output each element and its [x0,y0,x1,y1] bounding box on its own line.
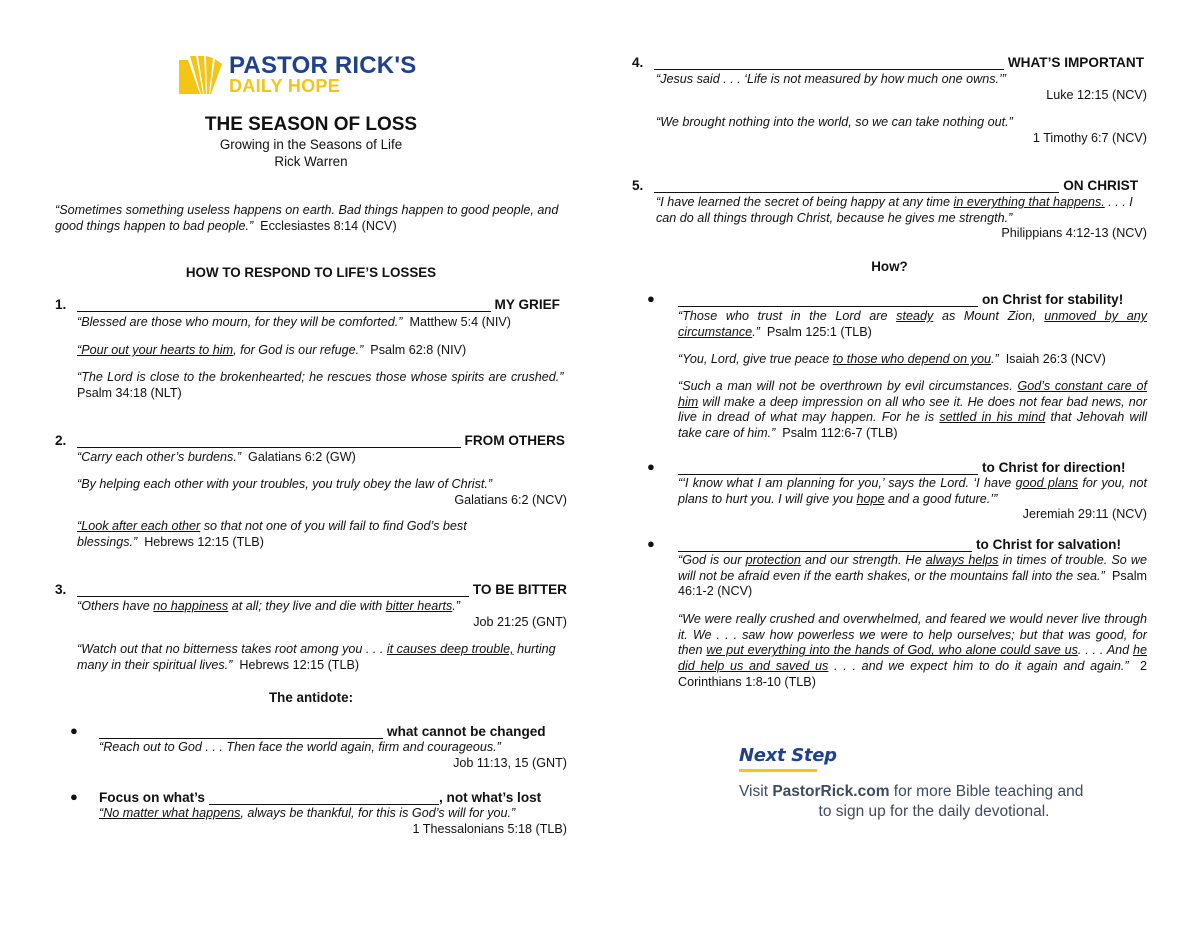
quote-underlined: no happiness [153,599,229,613]
bullet-icon: ● [647,536,655,551]
quote-text: “Jesus said . . . ‘Life is not measured by how much one owns.’” [656,72,1006,86]
section-heading: HOW TO RESPOND TO LIFE’S LOSSES [185,265,437,280]
antidote-1-quote [99,740,567,771]
quote-underlined: God’s constant care of him [678,379,1148,409]
quote-text: as Mount Zion, [933,309,1045,323]
quote-ref: Hebrews 12:15 (TLB) [144,534,264,549]
point-1-heading [55,297,560,312]
quote-text: “I have learned the secret of being happy at any time [656,195,954,209]
quote-text: “Blessed are those who mourn, for they will be comforted.” [77,315,403,329]
point-5-blank[interactable] [654,181,1059,193]
quote-underlined: hope [856,491,885,506]
quote-text: “By helping each other with your troubles, you truly obey the law of Christ.” [77,477,493,491]
antidote-1-blank[interactable] [99,727,383,739]
quote-text: hurting many in their spiritual lives.” [77,642,556,672]
logo-line2: DAILY HOPE [229,76,341,96]
bullet-icon: ● [647,291,655,306]
quote-text: . . . and we expect him to do it again and again.” [828,659,1129,674]
next-step-text: for more Bible teaching and [889,783,1084,800]
author: Rick Warren [274,154,348,169]
point-4-quote-2 [656,115,1147,146]
quote-text: and our strength. He [800,553,926,567]
quote-ref: 1 Timothy 6:7 (NCV) [1032,130,1147,145]
subtitle: Growing in the Seasons of Life [219,137,403,152]
point-5-label: ON CHRIST [1063,178,1138,193]
quote-ref: Luke 12:15 (NCV) [1046,87,1147,102]
quote-text: “We were really crushed and overwhelmed, and feared we would never live through it. We . . . saw how powerless we were to help ourselves; but that was good, for then [678,612,1147,658]
how-1-quote-2 [678,352,1147,368]
bullet-icon: ● [647,459,655,474]
quote-underlined: we put everything into the hands of God, who alone could save us [706,643,1078,658]
quote-underlined: “No matter what happens [99,806,241,820]
quote-text: and a good future.’” [884,491,998,506]
quote-underlined: steady [896,309,934,323]
quote-ref: Isaiah 26:3 (NCV) [1005,352,1106,366]
point-4-quote-1 [656,72,1147,103]
quote-text: , always be thankful, for this is God’s will for you.” [240,806,516,820]
sunrise-logo-icon [179,56,223,96]
quote-text: “We brought nothing into the world, so we can take nothing out.” [656,115,1013,129]
point-2-quote-3 [77,519,507,550]
how-3-label: to Christ for salvation! [976,537,1122,552]
point-2-label: FROM OTHERS [464,433,565,448]
how-2-heading [678,460,1147,475]
quote-ref: Philippians 4:12-13 (NCV) [1001,226,1147,241]
quote-underlined: good plans [1015,476,1079,490]
point-2-number: 2. [55,433,67,448]
quote-ref: Job 11:13, 15 (GNT) [453,755,567,770]
quote-text: . . . I can do all things through Christ, because he gives me strength.” [656,195,1133,225]
antidote-1-heading [99,724,567,739]
point-1-label: MY GRIEF [494,297,560,312]
quote-text: will make a deep impression on all who see it. He does not fear bad news, nor live in dread of what may happen. For he is [678,394,1147,425]
antidote-2-prefix: Focus on what’s [99,790,205,805]
antidote-heading: The antidote: [268,690,354,705]
quote-underlined: settled in his mind [939,410,1046,425]
antidote-2-blank[interactable] [209,793,439,805]
point-2-blank[interactable] [77,436,461,448]
quote-text: “Such a man will not be overthrown by evil circumstances. [678,379,1018,393]
quote-text: “The Lord is close to the brokenhearted; he rescues those whose spirits are crushed.” [77,370,564,384]
next-step-line-1 [739,783,1083,801]
point-1-quote-2 [77,343,567,359]
quote-text: “Carry each other’s burdens.” [77,450,242,464]
how-2-quote-1 [678,476,1147,523]
quote-ref: Job 21:25 (GNT) [473,614,567,629]
pastorrick-link[interactable]: PastorRick.com [772,783,890,800]
how-1-label: on Christ for stability! [982,292,1124,307]
quote-text: “Reach out to God . . . Then face the world again, firm and courageous.” [99,740,501,754]
quote-underlined: he did help us and saved us [678,643,1147,674]
how-heading: How? [871,259,908,274]
quote-text: “Watch out that no bitterness takes root among you . . . [77,642,387,656]
logo-line1: PASTOR RICK'S [229,52,417,79]
next-step-title: Next Step [739,745,837,766]
quote-underlined: to those who depend on you [832,352,991,366]
point-3-label: TO BE BITTER [472,582,567,597]
quote-ref: Galatians 6:2 (NCV) [454,492,567,507]
quote-underlined: protection [745,553,801,567]
how-1-quote-1 [678,309,1147,340]
logo [179,54,449,98]
quote-ref: Galatians 6:2 (GW) [248,450,356,464]
point-4-number: 4. [632,55,644,70]
point-3-heading [55,582,567,597]
quote-ref: Matthew 5:4 (NIV) [409,315,511,329]
quote-text: for you, not plans to hurt you. I will give you [678,476,1147,506]
quote-text: in times of trouble. So we will not be afraid even if the earth shakes, or the mountains fall into the sea.” [678,553,1148,583]
antidote-2-heading [99,790,567,805]
quote-text: “You, Lord, give true peace [678,352,833,366]
point-5-quote-1 [656,195,1147,242]
point-5-number: 5. [632,178,644,193]
bullet-icon: ● [70,789,78,804]
point-5-heading [632,178,1144,193]
quote-text: .” [990,352,999,366]
intro-quote-ref: Ecclesiastes 8:14 (NCV) [260,218,397,233]
next-step-line-2: to sign up for the daily devotional. [818,803,1050,820]
how-1-heading [678,292,1147,307]
quote-ref: 1 Thessalonians 5:18 (TLB) [412,821,567,836]
next-step-text: Visit [739,783,773,800]
point-4-label: WHAT’S IMPORTANT [1007,55,1144,70]
point-3-quote-2 [77,642,567,673]
quote-underlined: always helps [925,553,999,567]
quote-underlined: in everything that happens. [953,195,1105,209]
quote-underlined: “Pour out your hearts to him [77,343,234,357]
quote-underlined: bitter hearts [385,599,453,613]
intro-quote [55,203,567,234]
quote-ref: Psalm 112:6-7 (TLB) [782,426,898,441]
point-4-heading [632,55,1144,70]
how-3-quote-2 [678,612,1147,691]
quote-text: “God is our [678,553,746,567]
quote-ref: Psalm 62:8 (NIV) [370,343,467,357]
quote-text: “‘I know what I am planning for you,’ says the Lord. ‘I have [678,476,1016,490]
quote-ref: Psalm 46:1-2 (NCV) [678,568,1147,599]
quote-ref: Psalm 125:1 (TLB) [766,324,872,339]
how-1-blank[interactable] [678,295,978,307]
point-1-quote-1 [77,315,567,331]
point-1-blank[interactable] [77,300,491,312]
intro-quote-text: “Sometimes something useless happens on earth. Bad things happen to good people, and good things happen to bad people.” [55,203,559,233]
how-1-quote-3 [678,379,1147,442]
point-1-number: 1. [55,297,67,312]
antidote-1-label: what cannot be changed [387,724,546,739]
point-1-quote-3 [77,370,567,401]
point-3-quote-1 [77,599,567,630]
quote-ref: 2 Corinthians 1:8-10 (TLB) [678,659,1147,689]
quote-text: , for God is our refuge.” [233,343,364,357]
page-title: THE SEASON OF LOSS [204,114,418,135]
quote-ref: Hebrews 12:15 (TLB) [239,657,360,672]
how-3-heading [678,537,1147,552]
quote-ref: Psalm 34:18 (NLT) [77,385,182,400]
quote-underlined: it causes deep trouble, [386,642,514,656]
how-3-quote-1 [678,553,1147,600]
how-3-blank[interactable] [678,540,972,552]
quote-text: .” [752,324,760,339]
point-3-blank[interactable] [77,585,469,597]
next-step-underline [739,769,817,772]
point-3-number: 3. [55,582,67,597]
point-2-heading [55,433,565,448]
how-2-blank[interactable] [678,463,978,475]
quote-text: that Jehovah will take care of him.” [678,410,1147,441]
quote-underlined: unmoved by any circumstance [678,309,1147,339]
bullet-icon: ● [70,723,78,738]
quote-text: .” [452,599,460,613]
point-2-quote-2 [77,477,567,508]
how-2-label: to Christ for direction! [982,460,1126,475]
quote-text: so that not one of you will fail to find God’s best blessings.” [77,519,467,549]
quote-text: . . . . And [1077,643,1133,658]
quote-underlined: “Look after each other [77,519,201,533]
next-step-box [739,745,1139,825]
antidote-2-quote [99,806,567,837]
quote-ref: Jeremiah 29:11 (NCV) [1022,507,1147,522]
quote-text: “Those who trust in the Lord are [678,309,897,323]
point-4-blank[interactable] [654,58,1004,70]
quote-text: “Others have [77,599,154,613]
antidote-2-label: , not what’s lost [439,790,542,805]
point-2-quote-1 [77,450,567,466]
quote-text: at all; they live and die with [228,599,386,613]
